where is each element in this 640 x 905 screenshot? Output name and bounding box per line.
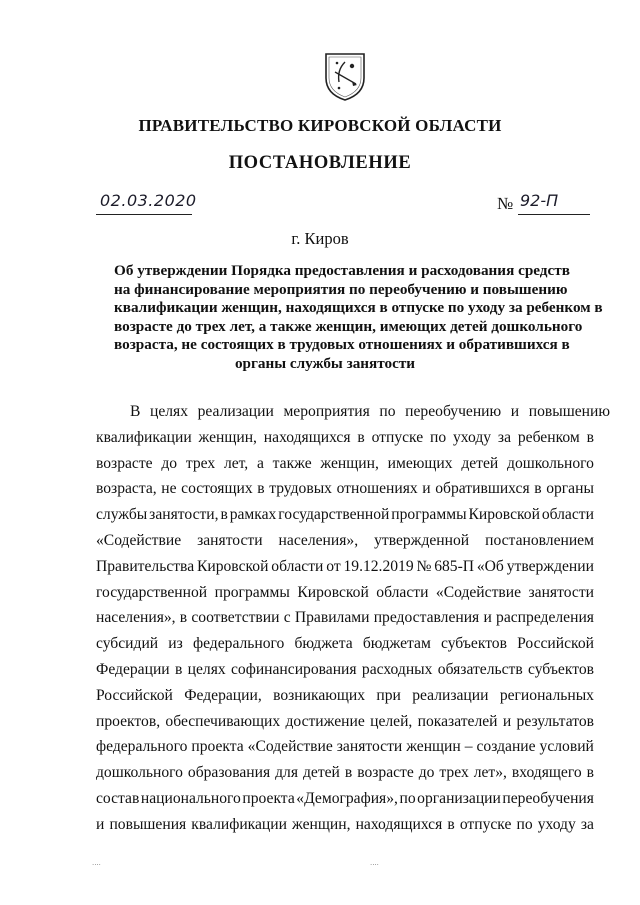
body-line: населения», в соответствии с Правилами предоставления и распределения [96, 609, 594, 627]
number-label: № [497, 194, 514, 213]
body-line: службы занятости, в рамках государственной программы Кировской области [96, 506, 594, 524]
body-line: и повышения квалификации женщин, находящихся в отпуске по уходу за [96, 815, 594, 833]
body-line: Федерации в целях софинансирования расходных обязательств субъектов [96, 660, 594, 678]
document-type: ПОСТАНОВЛЕНИЕ [228, 153, 412, 173]
body-paragraph [96, 399, 610, 838]
subject-line: на финансирование мероприятия по переобучению и повышению [114, 280, 568, 298]
subject-line: квалификации женщин, находящихся в отпуске по уходу за ребенком в [114, 299, 603, 317]
body-line: В целях реализации мероприятия по переобучению и повышению [130, 403, 610, 420]
body-line: дошкольного образования для детей в возрасте до трех лет», входящего в [96, 764, 594, 782]
document-date: 02.03.2020 [100, 191, 197, 210]
body-line: квалификации женщин, находящихся в отпуске по уходу за ребенком в [96, 428, 594, 446]
body-line: государственной программы Кировской области «Содействие занятости [96, 583, 594, 601]
kirov-region-coat-of-arms-icon [322, 48, 368, 102]
scan-mark: ·‧·· [370, 861, 379, 869]
subject-line: Об утверждении Порядка предоставления и расходования средств [114, 262, 570, 279]
government-name: ПРАВИТЕЛЬСТВО КИРОВСКОЙ ОБЛАСТИ [138, 116, 502, 135]
body-line: состав национального проекта «Демография», по организации переобучения [96, 789, 594, 807]
body-line: проектов, обеспечивающих достижение целей, показателей и результатов [96, 712, 594, 730]
body-line: «Содействие занятости населения», утвержденной постановлением [96, 531, 594, 549]
subject-line: органы службы занятости [234, 354, 416, 372]
subject-line: возрасте до трех лет, а также женщин, имеющих детей дошкольного [114, 317, 583, 335]
subject-line: возраста, не состоящих в трудовых отношениях и обратившихся в [114, 336, 570, 354]
body-line: возраста, не состоящих в трудовых отношениях и обратившихся в органы [96, 480, 594, 498]
body-line: федерального проекта «Содействие занятости женщин – создание условий [96, 738, 594, 756]
document-number: 92-П [520, 191, 559, 210]
scan-mark: ··‧· [92, 861, 101, 869]
document-subject [114, 262, 603, 374]
body-line: Российской Федерации, возникающих при реализации региональных [96, 686, 594, 704]
body-line: субсидий из федерального бюджета бюджетам субъектов Российской [96, 635, 594, 653]
body-line: возрасте до трех лет, а также женщин, имеющих детей дошкольного [96, 454, 594, 472]
body-line: Правительства Кировской области от 19.12.2019 № 685-П «Об утверждении [96, 557, 594, 575]
city: г. Киров [291, 229, 349, 248]
